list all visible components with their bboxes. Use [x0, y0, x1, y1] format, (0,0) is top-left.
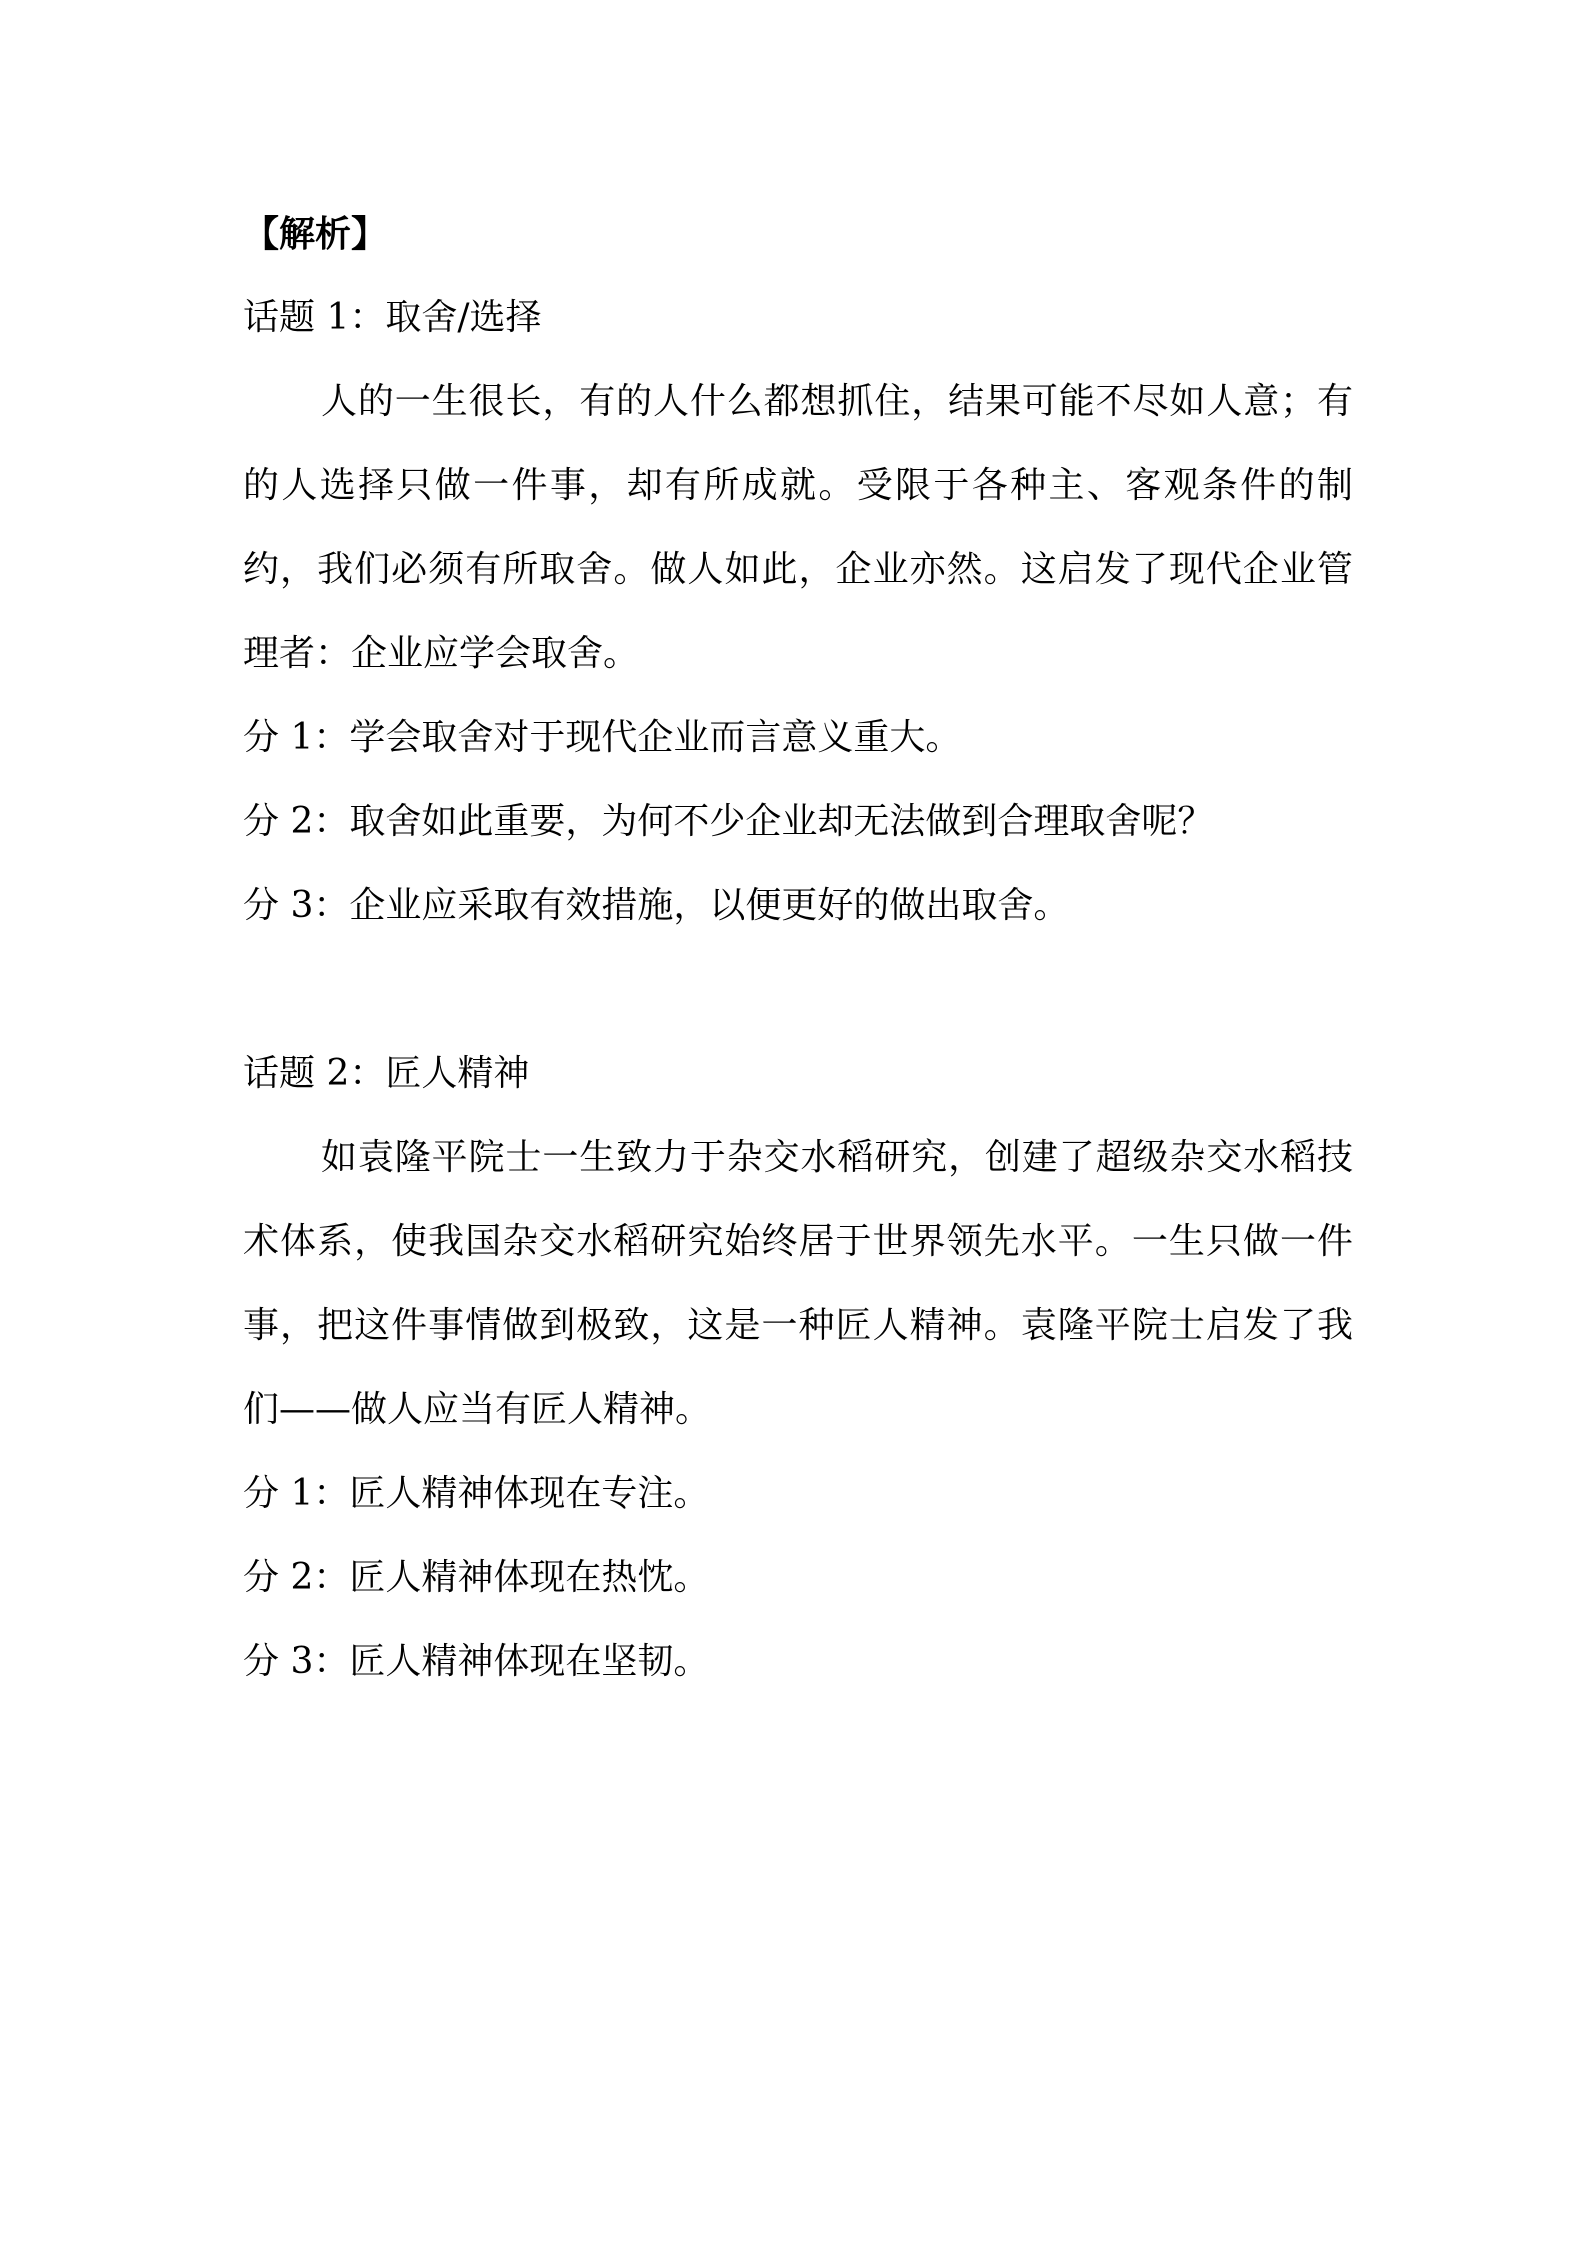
topic-1-paragraph: 人的一生很长，有的人什么都想抓住，结果可能不尽如人意；有的人选择只做一件事，却有所成就。受限于各种主、客观条件的制约，我们必须有所取舍。做人如此，企业亦然。这启发了现代企业管理者：企业应学会取舍。: [243, 381, 1353, 674]
topic-1-point-2: 分 2：取舍如此重要，为何不少企业却无法做到合理取舍呢？: [243, 801, 1214, 842]
topic-2-title: 话题 2：匠人精神: [243, 1053, 530, 1094]
topic-2-point-3: 分 3：匠人精神体现在坚韧。: [243, 1641, 710, 1682]
topic-1-point-1: 分 1：学会取舍对于现代企业而言意义重大。: [243, 717, 962, 758]
topic-1-point-3: 分 3：企业应采取有效措施，以便更好的做出取舍。: [243, 885, 1070, 926]
section-heading: 【解析】: [243, 213, 388, 255]
topic-2-point-2: 分 2：匠人精神体现在热忱。: [243, 1557, 710, 1598]
topic-1-title: 话题 1：取舍/选择: [243, 297, 542, 338]
topic-2-paragraph: 如袁隆平院士一生致力于杂交水稻研究，创建了超级杂交水稻技术体系，使我国杂交水稻研究始终居于世界领先水平。一生只做一件事，把这件事情做到极致，这是一种匠人精神。袁隆平院士启发了我们——做人应当有匠人精神。: [243, 1137, 1353, 1430]
topic-2-point-1: 分 1：匠人精神体现在专注。: [243, 1473, 710, 1514]
